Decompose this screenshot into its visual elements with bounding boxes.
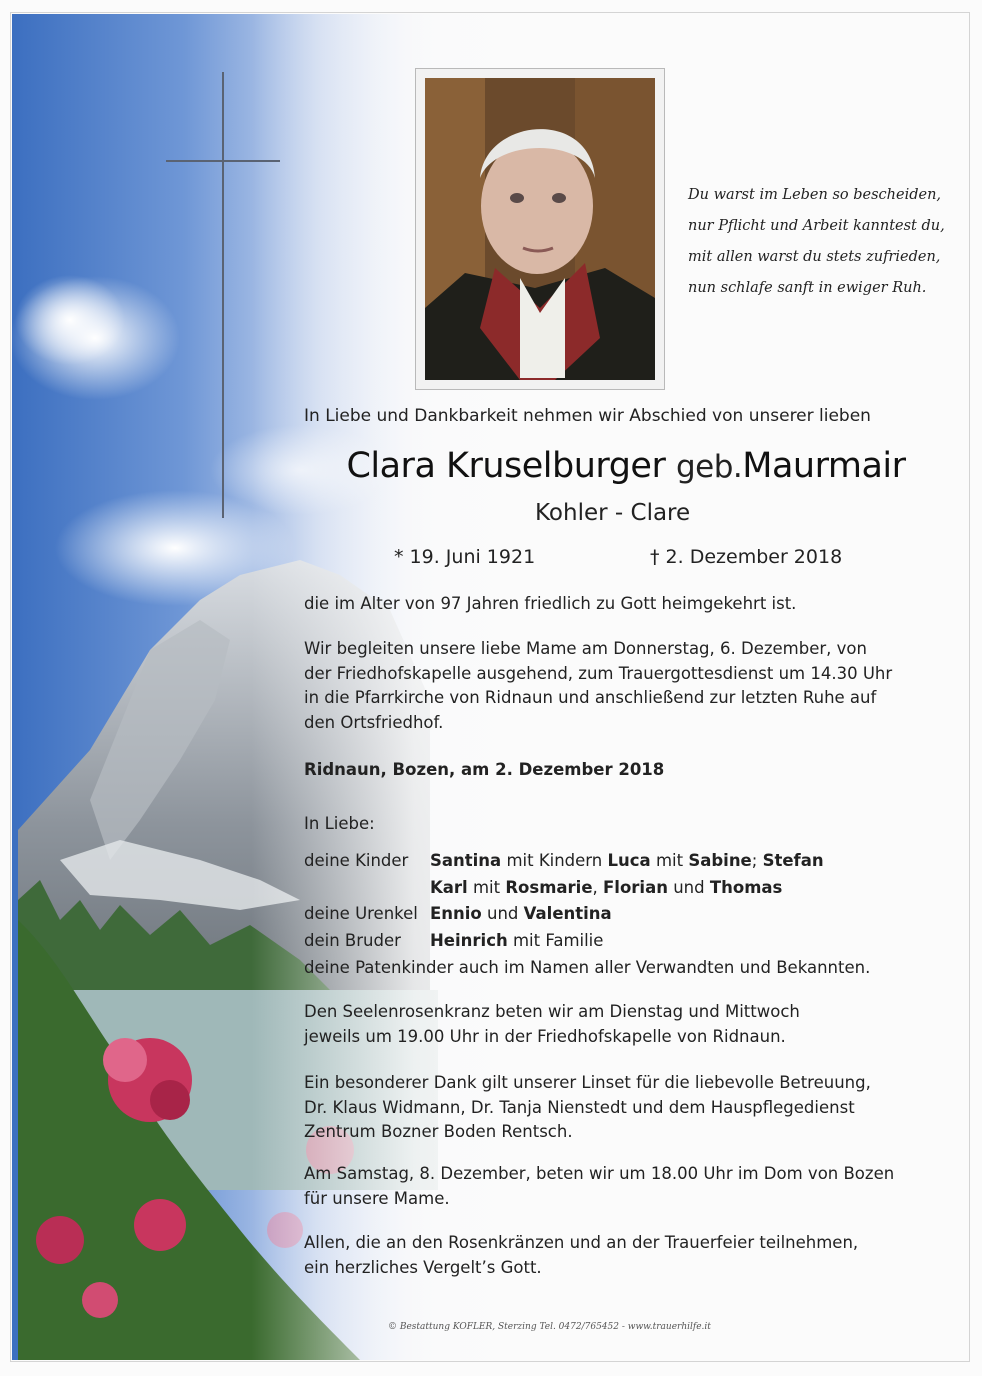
children-label: deine Kinder xyxy=(304,851,409,870)
funeral-paragraph xyxy=(304,637,892,735)
age-line: die im Alter von 97 Jahren friedlich zu Gott heimgekehrt ist. xyxy=(304,594,797,613)
funeral-line: Wir begleiten unsere liebe Mame am Donnerstag, 6. Dezember, von xyxy=(304,639,867,658)
name-first-last: Clara Kruselburger xyxy=(346,446,666,486)
portrait-frame xyxy=(415,68,665,390)
death-date: † 2. Dezember 2018 xyxy=(650,546,843,568)
name-geb: geb. xyxy=(675,449,743,485)
greatgrandchildren-names: Ennio und Valentina xyxy=(430,904,612,923)
thanks-paragraph xyxy=(304,1071,871,1145)
memorial-poem xyxy=(688,180,958,304)
brother-name: Heinrich mit Familie xyxy=(430,931,604,950)
poem-line: mit allen warst du stets zufrieden, xyxy=(688,249,941,265)
deceased-name xyxy=(0,446,982,486)
mass-line: für unsere Mame. xyxy=(304,1188,450,1208)
funeral-home-footer: © Bestattung KOFLER, Sterzing Tel. 0472/765452 - www.trauerhilfe.it xyxy=(388,1322,711,1332)
family-godchildren-row: deine Patenkinder auch im Namen aller Verwandten und Bekannten. xyxy=(304,958,871,977)
mass-line: Am Samstag, 8. Dezember, beten wir um 18.00 Uhr im Dom von Bozen xyxy=(304,1164,895,1183)
rosary-paragraph xyxy=(304,1000,800,1049)
poem-line: nur Pflicht und Arbeit kanntest du, xyxy=(688,218,945,234)
birth-date: * 19. Juni 1921 xyxy=(394,546,536,568)
children-line-2: Karl mit Rosmarie, Florian und Thomas xyxy=(430,878,783,897)
closing-paragraph xyxy=(304,1231,858,1280)
poem-line: nun schlafe sanft in ewiger Ruh. xyxy=(688,280,927,296)
cross-icon-bar xyxy=(166,160,280,162)
thanks-line: Zentrum Bozner Boden Rentsch. xyxy=(304,1122,573,1141)
nickname: Kohler - Clare xyxy=(535,500,691,526)
funeral-line: der Friedhofskapelle ausgehend, zum Trauergottesdienst um 14.30 Uhr xyxy=(304,663,893,683)
funeral-line: in die Pfarrkirche von Ridnaun und anschließend zur letzten Ruhe auf xyxy=(304,688,877,707)
in-liebe-label: In Liebe: xyxy=(304,814,375,833)
name-maiden: Maurmair xyxy=(742,446,906,486)
rosary-line: jeweils um 19.00 Uhr in der Friedhofskapelle von Ridnaun. xyxy=(304,1026,786,1046)
poem-line: Du warst im Leben so bescheiden, xyxy=(688,187,942,203)
funeral-line: den Ortsfriedhof. xyxy=(304,712,444,732)
brother-label: dein Bruder xyxy=(304,931,401,950)
thanks-line: Dr. Klaus Widmann, Dr. Tanja Nienstedt und dem Hauspflegedienst xyxy=(304,1097,855,1117)
intro-line: In Liebe und Dankbarkeit nehmen wir Abschied von unserer lieben xyxy=(304,406,871,426)
children-line-1: Santina mit Kindern Luca mit Sabine; Stefan xyxy=(430,851,824,870)
rosary-line: Den Seelenrosenkranz beten wir am Dienstag und Mittwoch xyxy=(304,1002,800,1021)
closing-line: Allen, die an den Rosenkränzen und an der Trauerfeier teilnehmen, xyxy=(304,1233,859,1252)
closing-line: ein herzliches Vergelt’s Gott. xyxy=(304,1257,542,1277)
portrait-photo xyxy=(425,78,655,380)
place-date: Ridnaun, Bozen, am 2. Dezember 2018 xyxy=(304,760,665,779)
mass-paragraph xyxy=(304,1162,894,1211)
greatgrandchildren-label: deine Urenkel xyxy=(304,904,418,923)
thanks-line: Ein besonderer Dank gilt unserer Linset für die liebevolle Betreuung, xyxy=(304,1073,871,1092)
